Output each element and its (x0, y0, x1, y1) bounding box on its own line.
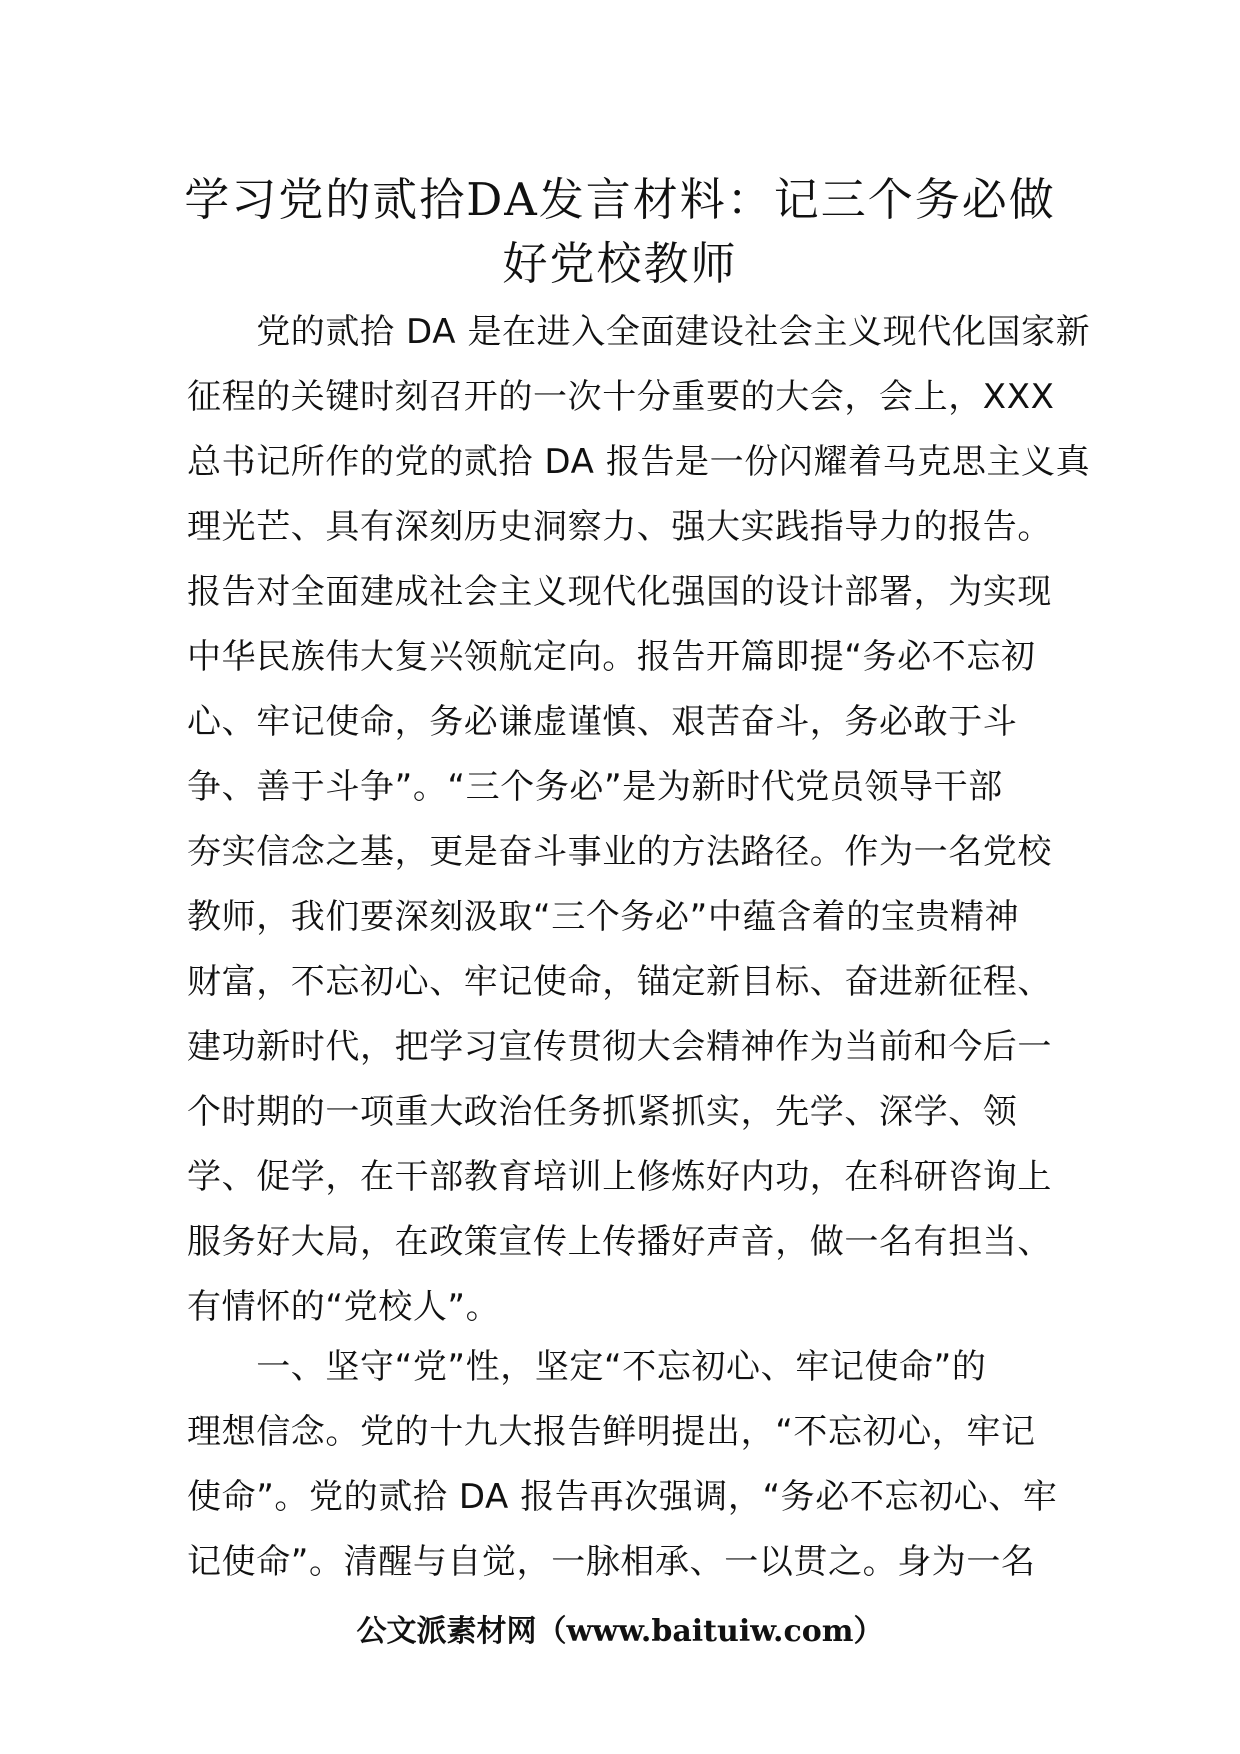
text-line: 学、促学，在干部教育培训上修炼好内功，在科研咨询上 (187, 1157, 1052, 1197)
paragraph-section-one (187, 1335, 1057, 1595)
text-line: 有情怀的“党校人”。 (187, 1287, 501, 1327)
text-line: 建功新时代，把学习宣传贯彻大会精神作为当前和今后一 (187, 1027, 1052, 1067)
page-footer-watermark: 公文派素材网（www.baituiw.com） (356, 1614, 884, 1649)
text-line: 夯实信念之基，更是奋斗事业的方法路径。作为一名党校 (187, 832, 1052, 872)
text-line: 服务好大局，在政策宣传上传播好声音，做一名有担当、 (187, 1222, 1052, 1262)
paragraph-intro (187, 300, 1091, 1340)
text-line: 党的贰拾 DA 是在进入全面建设社会主义现代化国家新 (187, 312, 1091, 352)
text-line: 心、牢记使命，务必谦虚谨慎、艰苦奋斗，务必敢于斗 (187, 702, 1018, 742)
document-title-line-2: 好党校教师 (502, 237, 738, 290)
text-line: 财富，不忘初心、牢记使命，锚定新目标、奋进新征程、 (187, 962, 1052, 1002)
text-line: 总书记所作的党的贰拾 DA 报告是一份闪耀着马克思主义真 (187, 442, 1091, 482)
text-line: 理想信念。党的十九大报告鲜明提出，“不忘初心，牢记 (187, 1412, 1036, 1452)
text-line: 一、坚守“党”性，坚定“不忘初心、牢记使命”的 (187, 1347, 987, 1387)
text-line: 报告对全面建成社会主义现代化强国的设计部署，为实现 (187, 572, 1052, 612)
text-line: 征程的关键时刻召开的一次十分重要的大会，会上，XXX (187, 377, 1055, 417)
text-line: 争、善于斗争”。“三个务必”是为新时代党员领导干部 (187, 767, 1003, 807)
document-title-line-1: 学习党的贰拾DA发言材料：记三个务必做 (184, 173, 1056, 226)
text-line: 理光芒、具有深刻历史洞察力、强大实践指导力的报告。 (187, 507, 1052, 547)
text-line: 个时期的一项重大政治任务抓紧抓实，先学、深学、领 (187, 1092, 1018, 1132)
text-line: 教师，我们要深刻汲取“三个务必”中蕴含着的宝贵精神 (187, 897, 1020, 937)
text-line: 中华民族伟大复兴领航定向。报告开篇即提“务必不忘初 (187, 637, 1036, 677)
text-line: 记使命”。清醒与自觉，一脉相承、一以贯之。身为一名 (187, 1542, 1036, 1582)
text-line: 使命”。党的贰拾 DA 报告再次强调，“务必不忘初心、牢 (187, 1477, 1058, 1517)
